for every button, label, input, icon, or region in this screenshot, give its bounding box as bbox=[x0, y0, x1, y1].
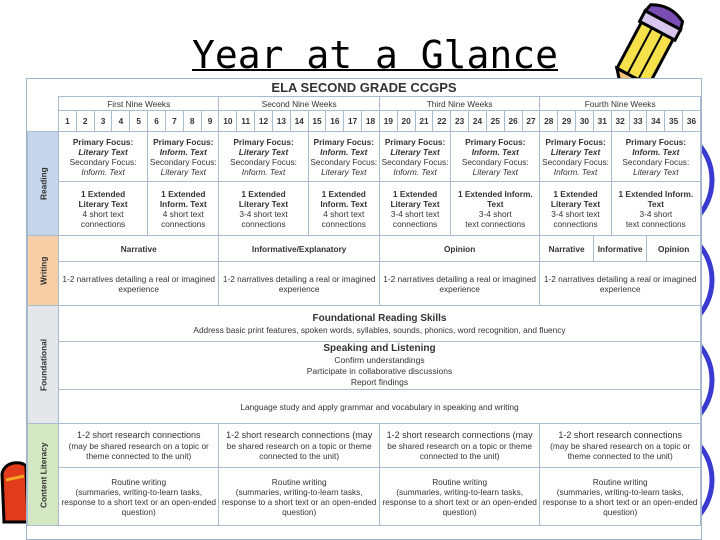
extended-short: 3-4 short text bbox=[239, 208, 288, 219]
routine-writing-cell bbox=[59, 468, 219, 526]
focus-type: Inform. Text bbox=[241, 166, 286, 177]
week-number: 2 bbox=[76, 111, 94, 132]
extended-title: 1 Extended bbox=[241, 188, 286, 199]
quarter-header-1: First Nine Weeks bbox=[59, 97, 219, 111]
week-number: 16 bbox=[326, 111, 344, 132]
extended-type: Literary Text bbox=[238, 198, 289, 209]
research-note: (may be shared research on a topic or theme connected to the unit) bbox=[550, 441, 691, 461]
week-number: 30 bbox=[576, 111, 594, 132]
focus-label: Secondary Focus: bbox=[461, 156, 529, 167]
extended-text-cell bbox=[59, 182, 148, 236]
week-number: 4 bbox=[112, 111, 130, 132]
week-number: 7 bbox=[165, 111, 183, 132]
week-number: 1 bbox=[59, 111, 77, 132]
reading-focus-cell bbox=[308, 132, 379, 182]
extended-text-cell bbox=[540, 182, 611, 236]
foundational-reading-text: Address basic print features, spoken words, syllables, sounds, phonics, word recognition, and fluency bbox=[193, 324, 566, 335]
extended-text-cell bbox=[219, 182, 308, 236]
reading-focus-row bbox=[28, 132, 701, 182]
focus-label: Primary Focus: bbox=[313, 136, 374, 147]
year-at-a-glance-document bbox=[26, 78, 702, 540]
focus-label: Secondary Focus: bbox=[310, 156, 378, 167]
research-row bbox=[28, 424, 701, 468]
week-number: 11 bbox=[237, 111, 255, 132]
research-note: be shared research on a topic or theme connected to the unit) bbox=[226, 441, 372, 461]
week-number: 6 bbox=[148, 111, 166, 132]
focus-type: Inform. Text bbox=[471, 146, 519, 157]
reading-focus-cell bbox=[611, 132, 700, 182]
reading-focus-cell bbox=[540, 132, 611, 182]
extended-text-cell bbox=[451, 182, 540, 236]
corner-cell bbox=[28, 97, 59, 111]
research-note-start: (may bbox=[352, 430, 373, 440]
focus-label: Primary Focus: bbox=[625, 136, 687, 147]
week-number: 24 bbox=[469, 111, 487, 132]
research-title bbox=[219, 430, 378, 441]
research-note: be shared research on a topic or theme connected to the unit) bbox=[387, 441, 533, 461]
focus-type: Literary Text bbox=[321, 166, 367, 177]
writing-tasks-row bbox=[28, 262, 701, 306]
reading-focus-cell bbox=[219, 132, 308, 182]
language-row bbox=[28, 390, 701, 424]
focus-label: Primary Focus: bbox=[72, 136, 134, 147]
week-number: 29 bbox=[558, 111, 576, 132]
research-title: 1-2 short research connections bbox=[76, 430, 201, 440]
speaking-listening-title: Speaking and Listening bbox=[323, 343, 436, 354]
focus-type: Literary Text bbox=[633, 166, 679, 177]
week-number: 15 bbox=[308, 111, 326, 132]
extended-connections: connections bbox=[392, 218, 438, 229]
extended-connections: connections bbox=[80, 218, 126, 229]
week-number: 21 bbox=[415, 111, 433, 132]
routine-writing-row bbox=[28, 468, 701, 526]
extended-text-cell bbox=[611, 182, 700, 236]
focus-label: Secondary Focus: bbox=[230, 156, 297, 167]
week-number: 14 bbox=[290, 111, 308, 132]
document-title: ELA SECOND GRADE CCGPS bbox=[27, 79, 701, 96]
extended-short: 3-4 short text bbox=[390, 208, 440, 219]
focus-type: Literary Text bbox=[160, 166, 206, 177]
week-number: 27 bbox=[522, 111, 540, 132]
extended-connections: connections bbox=[161, 218, 206, 229]
foundational-reading-cell bbox=[59, 306, 701, 342]
extended-text-cell bbox=[148, 182, 219, 236]
focus-label: Primary Focus: bbox=[384, 136, 446, 147]
focus-type: Inform. Text bbox=[159, 146, 207, 157]
extended-connections: connections bbox=[553, 218, 598, 229]
quarter-header-3: Third Nine Weeks bbox=[379, 97, 539, 111]
week-number: 28 bbox=[540, 111, 558, 132]
week-number: 36 bbox=[682, 111, 700, 132]
reading-focus-cell bbox=[379, 132, 450, 182]
routine-writing-text: (summaries, writing-to-learn tasks, response to a short text or an open-ended question) bbox=[61, 486, 216, 517]
focus-label: Secondary Focus: bbox=[622, 156, 690, 167]
extended-type: Text bbox=[487, 198, 504, 209]
extended-title: 1 Extended bbox=[392, 188, 438, 199]
extended-type: Text bbox=[647, 198, 665, 209]
routine-writing-title: Routine writing bbox=[111, 476, 167, 487]
week-number: 20 bbox=[397, 111, 415, 132]
extended-connections: connections bbox=[321, 218, 366, 229]
focus-label: Secondary Focus: bbox=[149, 156, 217, 167]
extended-connections: connections bbox=[241, 218, 286, 229]
extended-type: Literary Text bbox=[390, 198, 440, 209]
week-number: 23 bbox=[451, 111, 469, 132]
section-label-writing: Writing bbox=[28, 236, 59, 306]
extended-type: Literary Text bbox=[550, 198, 601, 209]
week-number: 35 bbox=[665, 111, 683, 132]
section-label-reading: Reading bbox=[28, 132, 59, 236]
extended-short: 4 short text bbox=[82, 208, 124, 219]
week-number: 34 bbox=[647, 111, 665, 132]
focus-type: Inform. Text bbox=[81, 166, 125, 177]
routine-writing-text: (summaries, writing-to-learn tasks, response to a short text or an open-ended question) bbox=[382, 486, 537, 517]
week-number: 8 bbox=[183, 111, 201, 132]
speaking-listening-item: Confirm understandings bbox=[334, 355, 425, 365]
week-number: 10 bbox=[219, 111, 237, 132]
writing-types-row bbox=[28, 236, 701, 262]
writing-type-cell: Narrative bbox=[59, 236, 219, 262]
slide-title: Year at a Glance bbox=[192, 33, 559, 77]
curriculum-grid bbox=[27, 96, 701, 526]
writing-task-cell: 1-2 narratives detailing a real or imagined experience bbox=[379, 262, 539, 306]
focus-type: Inform. Text bbox=[632, 146, 680, 157]
extended-short: 4 short text bbox=[162, 208, 204, 219]
week-number-row bbox=[28, 111, 701, 132]
week-number: 22 bbox=[433, 111, 451, 132]
focus-type: Literary Text bbox=[472, 166, 518, 177]
research-cell bbox=[379, 424, 539, 468]
foundational-reading-row bbox=[28, 306, 701, 342]
routine-writing-title: Routine writing bbox=[271, 476, 327, 487]
extended-text-cell bbox=[379, 182, 450, 236]
focus-label: Primary Focus: bbox=[153, 136, 214, 147]
routine-writing-cell bbox=[219, 468, 379, 526]
focus-type: Literary Text bbox=[78, 146, 128, 157]
extended-title: 1 Extended bbox=[161, 188, 206, 199]
writing-task-cell: 1-2 narratives detailing a real or imagined experience bbox=[219, 262, 379, 306]
extended-type: Inform. Text bbox=[320, 198, 368, 209]
routine-writing-cell bbox=[379, 468, 539, 526]
reading-focus-cell bbox=[59, 132, 148, 182]
research-cell bbox=[219, 424, 379, 468]
week-number: 32 bbox=[611, 111, 629, 132]
speaking-listening-row bbox=[28, 342, 701, 390]
language-cell: Language study and apply grammar and vocabulary in speaking and writing bbox=[59, 390, 701, 424]
foundational-reading-title: Foundational Reading Skills bbox=[312, 312, 447, 324]
extended-short: 3-4 short bbox=[639, 208, 673, 219]
research-cell bbox=[540, 424, 701, 468]
routine-writing-text: (summaries, writing-to-learn tasks, response to a short text or an open-ended question) bbox=[221, 486, 377, 517]
research-note: (may be shared research on a topic or theme connected to the unit) bbox=[68, 441, 209, 461]
extended-type: Inform. Text bbox=[159, 198, 207, 209]
writing-type-cell: Informative/Explanatory bbox=[219, 236, 379, 262]
extended-short: 3-4 short bbox=[478, 208, 512, 219]
focus-type: Inform. Text bbox=[553, 166, 598, 177]
routine-writing-title: Routine writing bbox=[432, 476, 488, 487]
focus-label: Secondary Focus: bbox=[69, 156, 137, 167]
routine-writing-title: Routine writing bbox=[592, 476, 648, 487]
week-number: 18 bbox=[362, 111, 380, 132]
focus-label: Primary Focus: bbox=[465, 136, 526, 147]
routine-writing-text: (summaries, writing-to-learn tasks, response to a short text or an open-ended question) bbox=[542, 486, 698, 517]
writing-task-cell: 1-2 narratives detailing a real or imagined experience bbox=[540, 262, 701, 306]
reading-focus-cell bbox=[148, 132, 219, 182]
focus-type: Literary Text bbox=[390, 146, 440, 157]
research-title-text: 1-2 short research connections bbox=[386, 430, 511, 440]
week-number: 31 bbox=[593, 111, 611, 132]
corner-cell bbox=[28, 111, 59, 132]
week-number: 9 bbox=[201, 111, 219, 132]
section-label-foundational: Foundational bbox=[28, 306, 59, 424]
research-title-text: 1-2 short research connections bbox=[226, 430, 350, 440]
writing-type-cell: Informative bbox=[593, 236, 646, 262]
section-label-content-literacy: Content Literacy bbox=[28, 424, 59, 526]
extended-title: 1 Extended Inform. bbox=[618, 188, 694, 199]
focus-type: Inform. Text bbox=[393, 166, 437, 177]
routine-writing-cell bbox=[540, 468, 701, 526]
focus-type: Literary Text bbox=[550, 146, 601, 157]
extended-short: 3-4 short text bbox=[551, 208, 600, 219]
research-cell bbox=[59, 424, 219, 468]
research-title: 1-2 short research connections bbox=[558, 430, 682, 440]
week-number: 25 bbox=[486, 111, 504, 132]
focus-type: Literary Text bbox=[238, 146, 289, 157]
focus-label: Primary Focus: bbox=[545, 136, 606, 147]
extended-title: 1 Extended bbox=[321, 188, 366, 199]
speaking-listening-item: Participate in collaborative discussions bbox=[306, 366, 453, 376]
focus-label: Primary Focus: bbox=[233, 136, 294, 147]
quarter-header-2: Second Nine Weeks bbox=[219, 97, 379, 111]
week-number: 3 bbox=[94, 111, 112, 132]
extended-text-cell bbox=[308, 182, 379, 236]
writing-type-cell: Narrative bbox=[540, 236, 593, 262]
week-number: 17 bbox=[344, 111, 362, 132]
week-number: 19 bbox=[379, 111, 397, 132]
extended-short: 4 short text bbox=[323, 208, 365, 219]
reading-extended-row bbox=[28, 182, 701, 236]
extended-title: 1 Extended bbox=[80, 188, 126, 199]
writing-task-cell: 1-2 narratives detailing a real or imagined experience bbox=[59, 262, 219, 306]
week-number: 12 bbox=[255, 111, 273, 132]
extended-type: Literary Text bbox=[78, 198, 128, 209]
research-note-start: (may bbox=[512, 430, 533, 440]
reading-focus-cell bbox=[451, 132, 540, 182]
speaking-listening-item: Report findings bbox=[350, 377, 409, 387]
quarter-header-4: Fourth Nine Weeks bbox=[540, 97, 701, 111]
speaking-listening-cell bbox=[59, 342, 701, 390]
focus-label: Secondary Focus: bbox=[381, 156, 449, 167]
extended-title: 1 Extended bbox=[553, 188, 598, 199]
extended-connections: text connections bbox=[465, 218, 526, 229]
writing-type-cell: Opinion bbox=[379, 236, 539, 262]
week-number: 5 bbox=[130, 111, 148, 132]
writing-type-cell: Opinion bbox=[647, 236, 701, 262]
extended-title: 1 Extended Inform. bbox=[457, 188, 533, 199]
research-title bbox=[380, 430, 539, 441]
week-number: 13 bbox=[272, 111, 290, 132]
week-number: 33 bbox=[629, 111, 647, 132]
extended-connections: text connections bbox=[625, 218, 686, 229]
focus-type: Inform. Text bbox=[320, 146, 368, 157]
week-number: 26 bbox=[504, 111, 522, 132]
focus-label: Secondary Focus: bbox=[542, 156, 609, 167]
